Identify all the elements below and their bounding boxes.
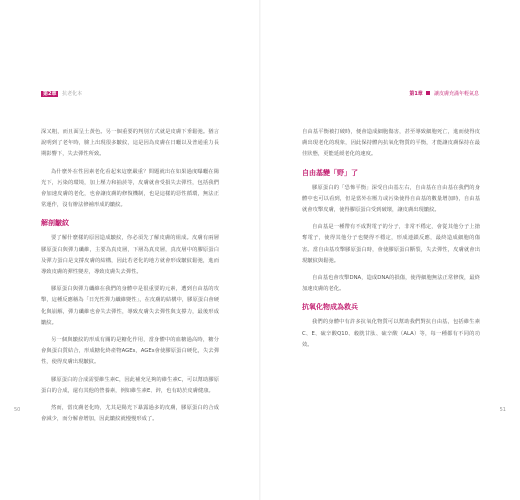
paragraph: 膠原蛋白與彈力纖維在我們的身體中是很重要的元素，遭到自由基的攻擊，這種反應稱為「日光性彈力纖維變性」，在皮膚的結構中，膠原蛋白會硬化與崩解，彈力纖維也會失去彈性，導致皮膚失去彈性與支撐力，最後形成皺紋。 <box>41 286 219 326</box>
section-heading: 自由基變「野」了 <box>302 168 358 177</box>
section-heading: 抗氧化物成為救兵 <box>302 303 358 312</box>
right-body <box>302 127 480 357</box>
paragraph: 我們的身體中有許多抗氧化物質可以幫助我們對抗自由基，包括維生素C、E、硫辛酸Q10、穀胱甘肽、硫辛酸（ALA）等，每一種都有不同的功效。 <box>302 319 480 348</box>
square-marker-icon <box>426 91 430 95</box>
chapter-title: 讓皮膚充滿年輕氣息 <box>433 91 479 97</box>
right-running-header <box>409 91 479 97</box>
paragraph: 自由基平衡被打破時，便會造成細胞傷害，甚至導致細胞死亡，進而使得皮膚出現老化的現象，因此保持體內抗氧化物質的平衡，才能讓皮膚保持在最佳狀態，更能延緩老化的速度。 <box>302 129 480 158</box>
chapter-title: 抗老化本 <box>62 91 83 97</box>
chapter-tag: 第2章 <box>43 91 57 97</box>
paragraph: 深又粗，而且面呈土黃色。另一個重要的判別方式就是皮膚下垂鬆弛。猶言說明到了老年時，臉上出現很多皺紋，這是因為皮膚在日曬以及普通重力長期影響下，失去彈性所致。 <box>41 129 219 158</box>
chapter-tag: 第1章 <box>409 91 423 97</box>
paragraph: 自由基也會攻擊DNA，造成DNA的損傷，使得細胞無法正常修復，最終加速皮膚的老化。 <box>302 275 480 293</box>
left-body <box>41 127 219 431</box>
page-number: 50 <box>14 407 21 413</box>
paragraph: 膠原蛋白的「恐怖平衡」深受自由基左右，自由基在自由基在我們的身體中也可以看到，但是當外在壓力或污染使得自由基的數量增加時，自由基就會攻擊皮膚，使得膠原蛋白受到破壞，讓皮膚出現皺紋。 <box>302 184 480 214</box>
paragraph: 自由基是一種帶有不成對電子的分子，非常不穩定，會從其他分子上搶奪電子，使得其他分子也變得不穩定，形成連鎖反應，最終造成細胞的傷害。當自由基攻擊膠原蛋白時，會使膠原蛋白斷裂，失去彈性，皮膚就會出現皺紋與鬆弛。 <box>302 224 480 264</box>
page-number: 51 <box>499 407 506 413</box>
paragraph: 為什麼外在性因素老化看起來這麼嚴重？問題就出在如果過度曝曬在陽光下，污染的環境，加上壓力和抽菸等，皮膚就會受損失去彈性，包括我們會加速皮膚的老化，也會讓皮膚的修復機制，也是這樣的惡性循環，無法正常運作，沒有辦法修補形成的皺紋。 <box>41 168 219 209</box>
paragraph: 膠原蛋白的合成需要維生素C，因此補充足夠的維生素C，可以幫助膠原蛋白的合成，還有其他的營養素，例如維生素E、鋅，也有助於皮膚健康。 <box>41 376 219 394</box>
paragraph: 然而，當皮膚老化時，尤其是陽光下暴露過多的皮膚，膠原蛋白的合成會減少，而分解會增加，因此皺紋就慢慢形成了。 <box>41 405 219 423</box>
paragraph: 要了解什麼樣的原因造成皺紋，你必須先了解皮膚的組成。皮膚有兩層膠原蛋白與彈力纖維，主要為真皮層，下層為真皮層，真皮層中的膠原蛋白及彈力蛋白是支撐皮膚的結構，因此若老化的地方就會形成皺紋鬆弛，進而導致皮膚的彈性變差，導致皮膚失去彈性。 <box>41 235 219 276</box>
paragraph: 另一個與皺紋的形成有關的是糖化作用，當身體中的血糖過高時，糖分會與蛋白質結合，形成糖化終產物AGEs，AGEs會使膠原蛋白硬化，失去彈性，使得皮膚出現皺紋。 <box>41 337 219 366</box>
left-running-header <box>41 91 82 97</box>
right-page <box>260 0 520 500</box>
section-heading: 解剖皺紋 <box>41 219 69 228</box>
